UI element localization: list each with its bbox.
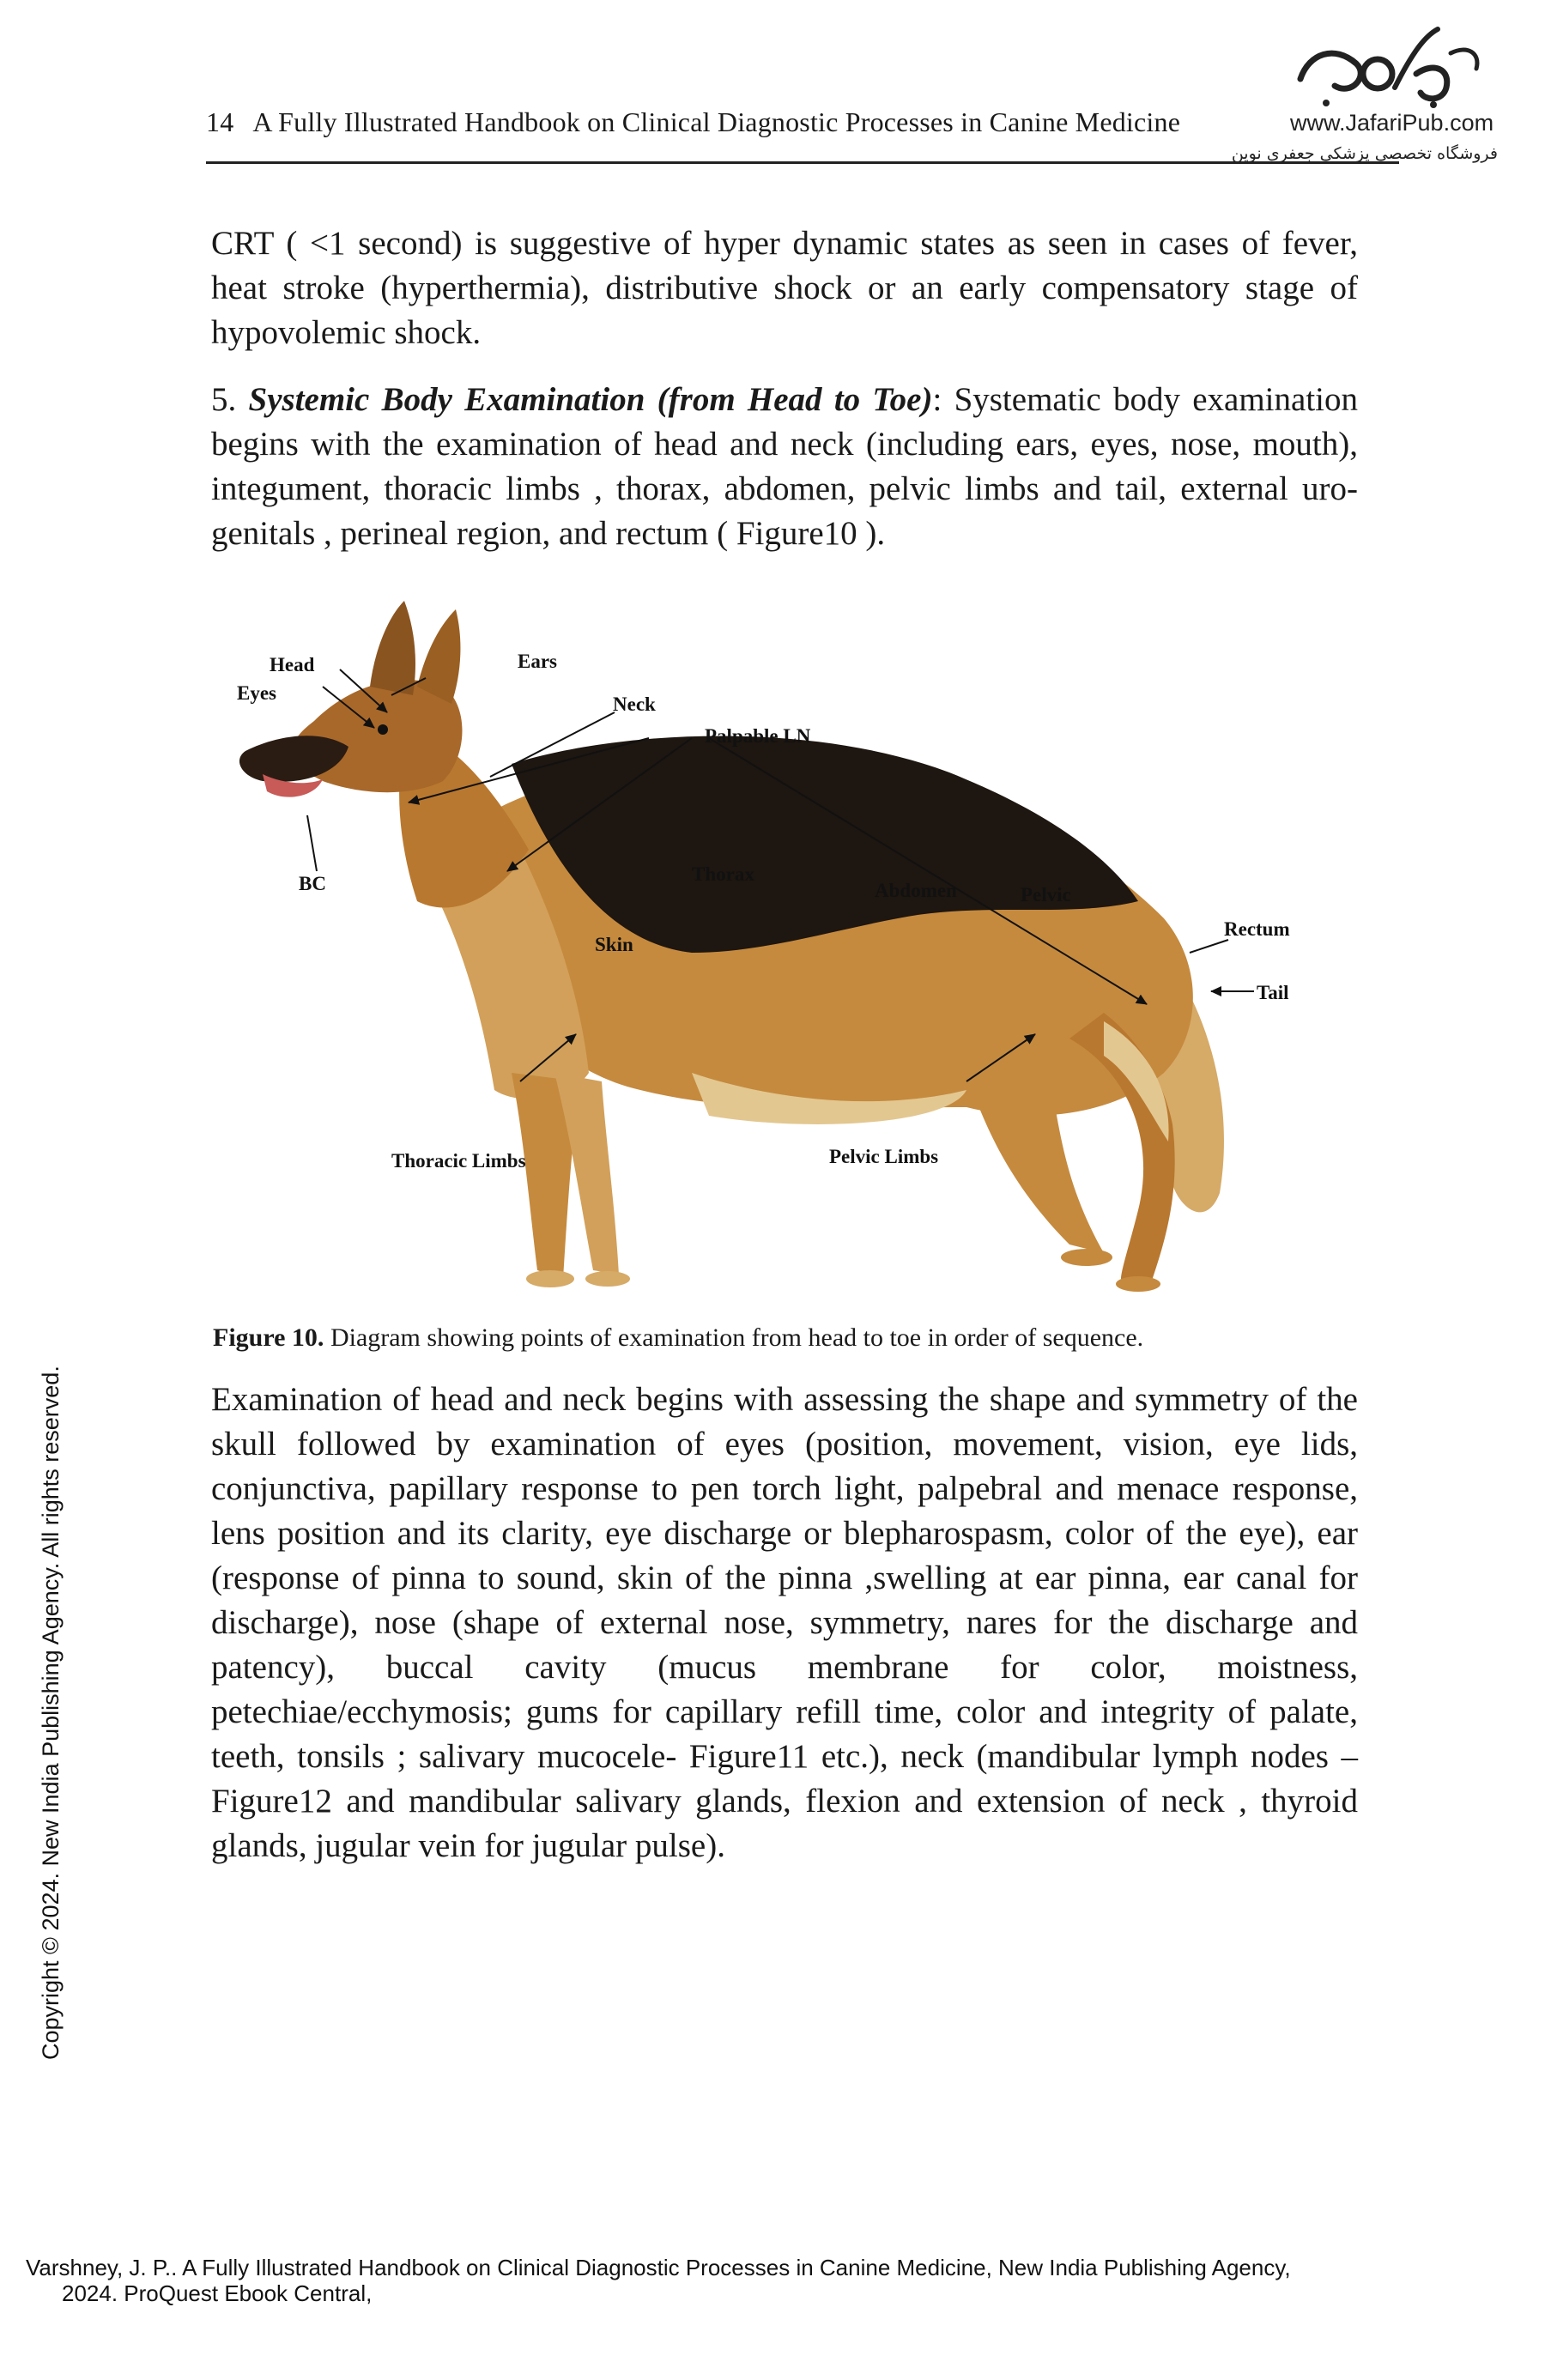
label-bc: BC xyxy=(299,873,326,894)
publisher-logo xyxy=(1231,19,1498,169)
copyright-notice: Copyright © 2024. New India Publishing Agency. All rights reserved. xyxy=(38,1366,64,2060)
label-pelvic-limbs: Pelvic Limbs xyxy=(829,1146,939,1167)
item-number: 5. xyxy=(211,381,237,418)
label-eyes: Eyes xyxy=(237,682,276,704)
dog-illustration xyxy=(211,592,1358,1296)
paragraph-crt: CRT ( <1 second) is suggestive of hyper dynamic states as seen in cases of fever, heat stroke (hyperthermia), distributive shock or an early compensatory stage of hypovolemic shock. xyxy=(211,225,1358,351)
citation-line-1: Varshney, J. P.. A Fully Illustrated Handbook on Clinical Diagnostic Processes in Canine Medicine, New India Publishing Agency, xyxy=(26,2255,1291,2280)
label-head: Head xyxy=(270,654,315,675)
label-tail: Tail xyxy=(1257,982,1289,1003)
header-title: A Fully Illustrated Handbook on Clinical Diagnostic Processes in Canine Medicine xyxy=(252,106,1181,137)
dog-body-icon xyxy=(239,601,1224,1292)
label-thoracic-limbs: Thoracic Limbs xyxy=(391,1150,526,1172)
label-thorax: Thorax xyxy=(692,863,754,885)
citation-line-2: 2024. ProQuest Ebook Central, xyxy=(62,2280,373,2306)
caption-text: Diagram showing points of examination from head to toe in order of sequence. xyxy=(324,1323,1144,1352)
header-rule xyxy=(206,161,1399,164)
caption-label: Figure 10. xyxy=(213,1323,324,1352)
publisher-tagline: فروشگاه تخصصی پزشکی جعفری نوین xyxy=(1231,144,1498,163)
paragraph-head-neck-exam: Examination of head and neck begins with assessing the shape and symmetry of the skull followed by examination of eyes (position, movement, vision, eye lids, conjunctiva, papillary response to pen torch light, palpebral and menace response, lens position and its clarity, eye discharge or blepharospasm, color of the eye), ear (response of pinna to sound, skin of the pinna ,swelling at ear pinna, ear canal for discharge), nose (shape of external nose, symmetry, nares for the discharge and patency), buccal cavity (mucus membrane for color, moistness, petechiae/ecchymosis; gums for capillary refill time, color and integrity of palate, teeth, tonsils ; salivary mucocele- Figure11 etc.), neck (mandibular lymph nodes –Figure12 and mandibular salivary glands, flexion and extension of neck , thyroid glands, jugular vein for jugular pulse). xyxy=(211,1381,1358,1864)
label-rectum: Rectum xyxy=(1224,918,1290,940)
figure-caption xyxy=(213,1323,1143,1353)
calligraphy-logo-icon xyxy=(1275,19,1498,113)
section-heading: Systemic Body Examination (from Head to Toe) xyxy=(248,381,933,418)
figure-dog-diagram xyxy=(211,592,1358,1296)
section-body: : Systematic body examination begins with the examination of head and neck (including ears, eyes, nose, mouth), integument, thoracic limbs , thorax, abdomen, pelvic limbs and tail, external uro-genitals , perineal region, and rectum ( Figure10 ). xyxy=(211,381,1359,552)
label-palpable-ln: Palpable LN xyxy=(705,725,811,747)
paragraph-systemic-exam xyxy=(211,378,1358,556)
running-header xyxy=(206,106,1180,138)
label-neck: Neck xyxy=(613,693,656,715)
label-pelvic: Pelvic xyxy=(1021,884,1071,905)
label-skin: Skin xyxy=(595,934,633,955)
citation-footer xyxy=(26,2255,1291,2306)
label-abdomen: Abdomen xyxy=(875,880,957,901)
page-number: 14 xyxy=(206,106,234,137)
publisher-website: www.JafariPub.com xyxy=(1290,110,1494,136)
label-ears: Ears xyxy=(518,651,557,672)
